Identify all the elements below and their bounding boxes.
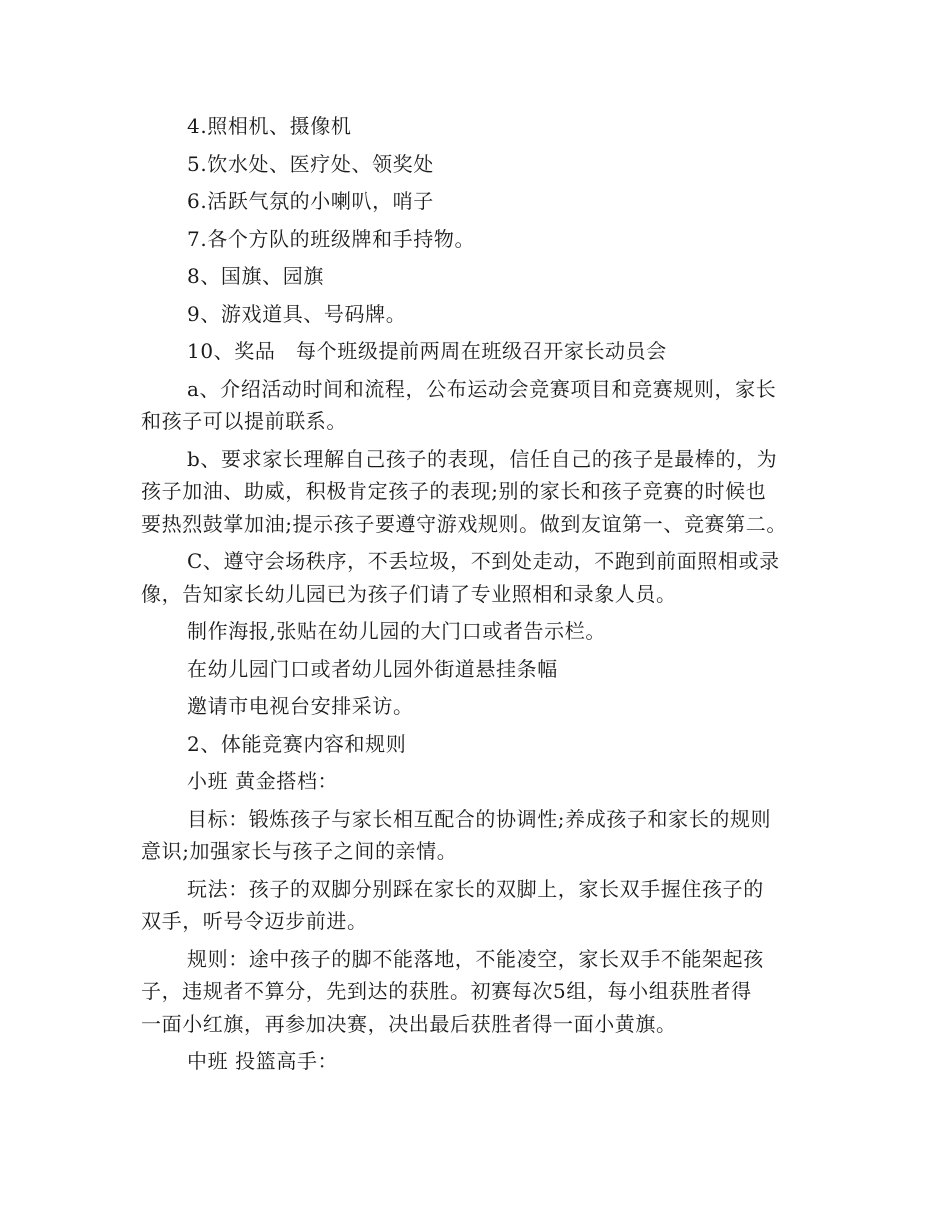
text-line: 在幼儿园门口或者幼儿园外街道悬挂条幅 [187, 656, 558, 681]
text-line: C、遵守会场秩序，不丢垃圾，不到处走动，不跑到前面照相或录 [187, 549, 780, 573]
text-line: 5.饮水处、医疗处、领奖处 [187, 151, 434, 176]
text-line: 小班 黄金搭档： [187, 769, 339, 793]
text-line: 规则：途中孩子的脚不能落地，不能凌空，家长双手不能架起孩 [187, 946, 764, 971]
text-line: 双手，听号令迈步前进。 [141, 909, 368, 933]
paragraph [141, 443, 821, 541]
text-line: 10、奖品 每个班级提前两周在班级召开家长动员会 [187, 339, 667, 363]
paragraph [141, 373, 821, 438]
text-line: 子，违规者不算分，先到达的获胜。初赛每次5组，每小组获胜者得 [141, 979, 752, 1003]
text-line: a、介绍活动时间和流程，公布运动会竞赛项目和竞赛规则，家长 [187, 376, 777, 401]
document-body [141, 110, 821, 1083]
paragraph [141, 690, 821, 723]
text-line: 要热烈鼓掌加油;提示孩子要遵守游戏规则。做到友谊第一、竞赛第二。 [141, 511, 787, 536]
paragraph [141, 765, 821, 798]
text-line: 孩子加油、助威，积极肯定孩子的表现;别的家长和孩子竞赛的时候也 [141, 479, 767, 503]
text-line: 4.照相机、摄像机 [187, 114, 352, 138]
paragraph [141, 185, 821, 218]
text-line: 目标：锻炼孩子与家长相互配合的协调性;养成孩子和家长的规则 [187, 806, 772, 831]
text-line: 玩法：孩子的双脚分别踩在家长的双脚上，家长双手握住孩子的 [187, 876, 764, 901]
text-line: 和孩子可以提前联系。 [141, 409, 347, 433]
text-line: 6.活跃气氛的小喇叭，哨子 [187, 189, 434, 213]
paragraph [141, 873, 821, 938]
paragraph [141, 148, 821, 181]
text-line: 2、体能竞赛内容和规则 [187, 731, 407, 756]
text-line: 邀请市电视台安排采访。 [187, 694, 414, 718]
text-line: 8、国旗、园旗 [187, 264, 324, 288]
text-line: 像，告知家长幼儿园已为孩子们请了专业照相和录象人员。 [141, 581, 677, 606]
paragraph [141, 1045, 821, 1078]
paragraph [141, 728, 821, 761]
text-line: 制作海报,张贴在幼儿园的大门口或者告示栏。 [187, 619, 606, 643]
text-line: 一面小红旗，再参加决赛，决出最后获胜者得一面小黄旗。 [141, 1011, 677, 1036]
paragraph [141, 110, 821, 143]
paragraph [141, 223, 821, 256]
text-line: 7.各个方队的班级牌和手持物。 [187, 226, 476, 251]
paragraph [141, 653, 821, 686]
paragraph [141, 260, 821, 293]
paragraph [141, 298, 821, 331]
paragraph [141, 545, 821, 610]
text-line: b、要求家长理解自己孩子的表现，信任自己的孩子是最棒的，为 [187, 446, 778, 471]
paragraph-gap [141, 1078, 821, 1083]
paragraph [141, 943, 821, 1041]
paragraph [141, 615, 821, 648]
paragraph [141, 803, 821, 868]
paragraph [141, 335, 821, 368]
text-line: 9、游戏道具、号码牌。 [187, 301, 407, 326]
text-line: 中班 投篮高手： [187, 1049, 339, 1073]
text-line: 意识;加强家长与孩子之间的亲情。 [141, 839, 458, 863]
